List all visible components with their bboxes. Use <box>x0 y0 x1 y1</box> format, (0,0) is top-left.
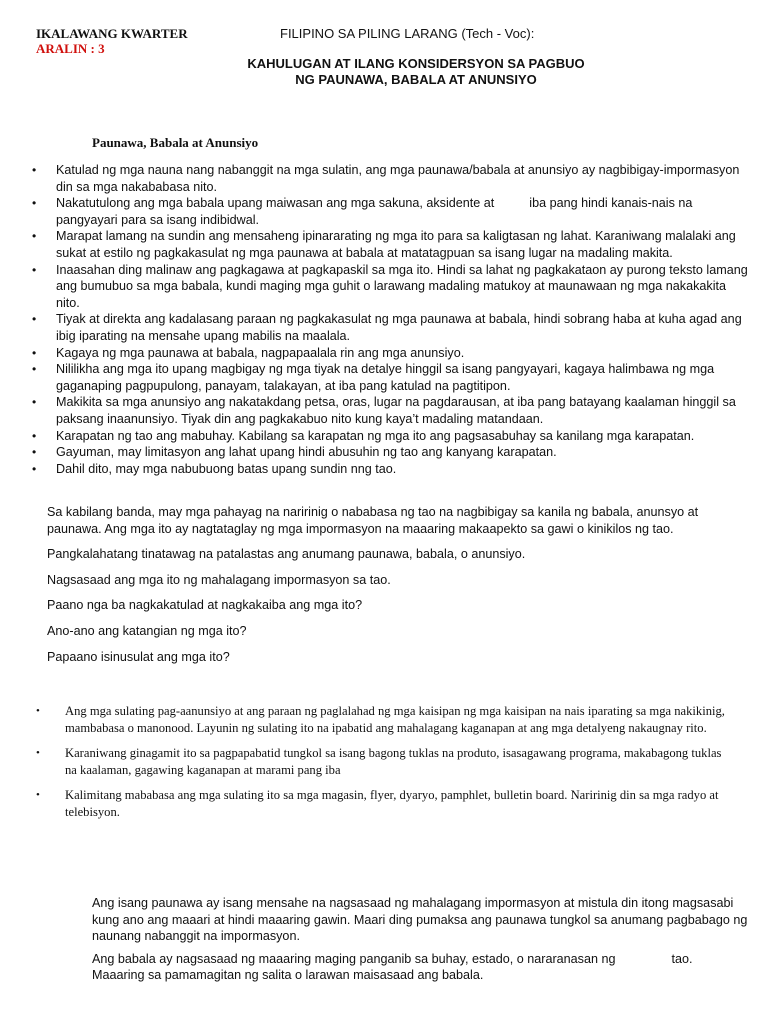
list-item <box>32 228 752 261</box>
list-item-text: Kagaya ng mga paunawa at babala, nagpapaalala rin ang mga anunsiyo. <box>56 345 465 360</box>
list-item <box>36 745 736 778</box>
list-item <box>36 787 736 820</box>
list-item-text: Karaniwang ginagamit ito sa pagpapabatid tungkol sa isang bagong tuklas na produto, isasagawang programa, makabagong tuklas na kaalaman, gagawing kaganapan at marami pang iba <box>65 746 722 777</box>
list-item-text: Ang mga sulating pag-aanunsiyo at ang paraan ng paglalahad ng mga kaisipan ng mga kaisipan na nais iparating sa mga nakikinig, mambabasa o manonood. Layunin ng sulating ito na ipabatid ang mahalagang kaganapan at ang mga detalyeng nakaugnay rito. <box>65 704 725 735</box>
bullet-icon: • <box>32 345 37 360</box>
section-heading: Paunawa, Babala at Anunsiyo <box>92 135 259 150</box>
list-item-text: Dahil dito, may mga nabubuong batas upang sundin nng tao. <box>56 461 397 476</box>
bullet-icon: • <box>32 262 37 277</box>
definition-paragraph: Ang babala ay nagsasaad ng maaaring maging panganib sa buhay, estado, o nararanasan ng tao. Maaaring sa pamamagitan ng salita o larawan maisasaad ang babala. <box>92 951 696 983</box>
list-item-text: Nililikha ang mga ito upang magbigay ng mga tiyak na detalye hinggil sa isang pangyayari, kagaya halimbawa ng mga gaganaping pagpupulong, panayam, talakayan, at iba pang katulad na pagtitipon. <box>56 362 718 393</box>
list-item <box>32 195 752 228</box>
bullet-icon: • <box>32 312 37 327</box>
document-title-line-1: KAHULUGAN AT ILANG KONSIDERSYON SA PAGBUO <box>247 56 585 71</box>
primary-bullet-list <box>32 162 752 477</box>
list-item-text: Makikita sa mga anunsiyo ang nakatakdang petsa, oras, lugar na pagdarausan, at iba pang batayang kaalaman hinggil sa paksang inaanunsiyo. Tiyak din ang pagkakabuo nito kung kaya’t madaling matandaan. <box>56 395 740 426</box>
list-item <box>32 394 752 427</box>
paragraph: Ano-ano ang katangian ng mga ito? <box>47 623 247 638</box>
list-item-text: Gayuman, may limitasyon ang lahat upang hindi abusuhin ng tao ang kanyang karapatan. <box>56 445 557 460</box>
paragraph: Papaano isinusulat ang mga ito? <box>47 649 230 664</box>
bullet-icon: • <box>36 747 40 760</box>
list-item-text: Kalimitang mababasa ang mga sulating ito sa mga magasin, flyer, dyaryo, pamphlet, bulletin board. Naririnig din sa mga radyo at telebisyon. <box>65 788 719 819</box>
list-item-text: Inaasahan ding malinaw ang pagkagawa at pagkapaskil sa mga ito. Hindi sa lahat ng pagkakataon ay purong teksto lamang ang bumubuo sa mga babala, kundi maging mga guhit o larawang madaling matukoy at maunawaan ng mga nakakakita nito. <box>56 262 752 310</box>
paragraph: Sa kabilang banda, may mga pahayag na naririnig o nababasa ng tao na nagbibigay sa kanila ng babala, anunsyo at paunawa. Ang mga ito ay nagtataglay ng mga impormasyon na maaaring makaapekto sa gawi o kinikilos ng tao. <box>47 505 702 536</box>
list-item <box>32 162 752 195</box>
bullet-icon: • <box>32 196 37 211</box>
bullet-icon: • <box>32 395 37 410</box>
list-item-text: Katulad ng mga nauna nang nabanggit na mga sulatin, ang mga paunawa/babala at anunsiyo ay nagbibigay-impormasyon din sa mga nakababasa nito. <box>56 163 743 194</box>
bullet-icon: • <box>32 445 37 460</box>
paragraph: Paano nga ba nagkakatulad at nagkakaiba ang mga ito? <box>47 598 363 613</box>
document-title-line-2: NG PAUNAWA, BABALA AT ANUNSIYO <box>295 72 537 87</box>
list-item <box>32 461 752 478</box>
lesson-label: ARALIN : 3 <box>36 41 105 56</box>
list-item <box>32 428 752 445</box>
bullet-icon: • <box>32 362 37 377</box>
list-item <box>32 262 752 312</box>
list-item-text: Nakatutulong ang mga babala upang maiwasan ang mga sakuna, aksidente at iba pang hindi kanais-nais na pangyayari para sa isang indibidwal. <box>56 196 696 227</box>
list-item <box>32 345 752 362</box>
paragraph: Nagsasaad ang mga ito ng mahalagang impormasyon sa tao. <box>47 572 391 587</box>
list-item-text: Karapatan ng tao ang mabuhay. Kabilang sa karapatan ng mga ito ang pagsasabuhay sa kanilang mga karapatan. <box>56 428 695 443</box>
bullet-icon: • <box>36 705 40 717</box>
bullet-icon: • <box>32 428 37 443</box>
definition-paragraph: Ang isang paunawa ay isang mensahe na nagsasaad ng mahalagang impormasyon at mistula din itong magsasabi kung ano ang maaari at hindi maaaring gawin. Maari ding pumaksa ang paunawa tungkol sa anumang pagbabago ng naunang nabanggit na impormasyon. <box>92 896 751 944</box>
bullet-icon: • <box>32 163 37 177</box>
list-item-text: Marapat lamang na sundin ang mensaheng ipinararating ng mga ito para sa kaligtasan ng lahat. Karaniwang malalaki ang sukat at estilo ng pagkakasulat ng mga paunawa at babala at matatagpuan sa isang lugar na madaling makita. <box>56 229 740 260</box>
list-item <box>32 311 752 344</box>
quarter-label: IKALAWANG KWARTER <box>36 26 188 41</box>
bullet-icon: • <box>36 789 40 802</box>
secondary-bullet-list <box>36 703 736 830</box>
intro-paragraphs <box>47 504 747 674</box>
list-item <box>32 444 752 461</box>
subject-label: FILIPINO SA PILING LARANG (Tech - Voc): <box>280 26 535 41</box>
list-item-text: Tiyak at direkta ang kadalasang paraan ng pagkakasulat ng mga paunawa at babala, hindi sobrang haba at kuha agad ang ibig iparating na mensahe upang mabilis na maalala. <box>56 312 746 343</box>
definition-paragraphs <box>92 895 751 990</box>
bullet-icon: • <box>32 229 37 244</box>
list-item <box>36 703 736 736</box>
list-item <box>32 361 752 394</box>
paragraph: Pangkalahatang tinatawag na patalastas ang anumang paunawa, babala, o anunsiyo. <box>47 547 526 562</box>
bullet-icon: • <box>32 461 37 476</box>
